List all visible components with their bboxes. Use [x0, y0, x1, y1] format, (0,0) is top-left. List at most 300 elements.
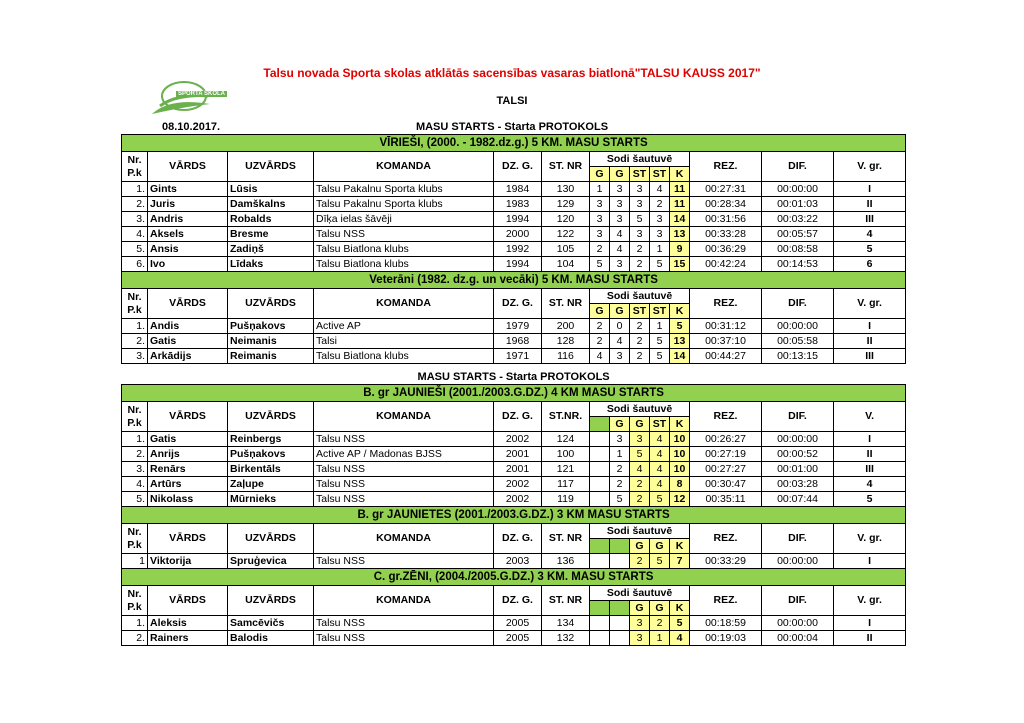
col-header-result: REZ. [690, 289, 762, 319]
penalty-value: 2 [630, 492, 650, 507]
penalty-value: 4 [650, 477, 670, 492]
col-header-penalties: Sodi šautuvē [590, 402, 690, 417]
difference-time: 00:03:28 [762, 477, 834, 492]
row-number: 4. [122, 477, 148, 492]
last-name: Neimanis [228, 334, 314, 349]
penalty-value: 3 [630, 631, 650, 646]
team-name: Active AP / Madonas BJSS [314, 447, 494, 462]
table-row [122, 432, 906, 447]
team-name: Talsu Biatlona klubs [314, 349, 494, 364]
penalty-value: 3 [610, 349, 630, 364]
penalty-value: 4 [610, 334, 630, 349]
first-name: Gatis [148, 334, 228, 349]
col-header-start-number: ST. NR [542, 586, 590, 616]
team-name: Talsu NSS [314, 616, 494, 631]
first-name: Ivo [148, 257, 228, 272]
difference-time: 00:03:22 [762, 212, 834, 227]
penalty-value: 5 [630, 447, 650, 462]
start-number: 121 [542, 462, 590, 477]
col-header-shot: G [630, 539, 650, 554]
penalty-value: 2 [650, 616, 670, 631]
col-header-difference: DIF. [762, 524, 834, 554]
place-value: 6 [834, 257, 906, 272]
col-header-shot: G [610, 167, 630, 182]
table-row [122, 334, 906, 349]
birth-year: 2003 [494, 554, 542, 569]
penalty-value: 1 [590, 182, 610, 197]
penalty-value: 3 [630, 616, 650, 631]
difference-time: 00:13:15 [762, 349, 834, 364]
protocol-heading: MASU STARTS - Starta PROTOKOLS [415, 121, 609, 133]
penalty-value: 2 [630, 242, 650, 257]
difference-time: 00:14:53 [762, 257, 834, 272]
place-value: III [834, 212, 906, 227]
col-header-birth-year: DZ. G. [494, 289, 542, 319]
penalty-value: 5 [610, 492, 630, 507]
penalty-value: 2 [630, 554, 650, 569]
table-header-row [122, 152, 906, 167]
row-number: 1. [122, 616, 148, 631]
difference-time: 00:07:44 [762, 492, 834, 507]
penalty-value: 4 [610, 242, 630, 257]
result-time: 00:31:56 [690, 212, 762, 227]
penalty-value: 4 [590, 349, 610, 364]
team-name: Talsu NSS [314, 492, 494, 507]
table-row [122, 182, 906, 197]
col-header-surname: UZVĀRDS [228, 524, 314, 554]
col-header-shot: G [630, 601, 650, 616]
col-header-shot [610, 539, 630, 554]
start-number: 124 [542, 432, 590, 447]
penalty-empty [590, 631, 610, 646]
difference-time: 00:00:00 [762, 319, 834, 334]
start-number: 119 [542, 492, 590, 507]
row-number: 1. [122, 182, 148, 197]
start-number: 132 [542, 631, 590, 646]
first-name: Aleksis [148, 616, 228, 631]
row-number: 3. [122, 462, 148, 477]
penalty-value: 2 [590, 334, 610, 349]
results-table-area [121, 134, 905, 646]
team-name: Talsu Biatlona klubs [314, 242, 494, 257]
row-number: 3. [122, 212, 148, 227]
section-title: C. gr.ZĒNI, (2004./2005.G.DZ.) 3 KM. MASU STARTS [122, 569, 906, 586]
table-row [122, 554, 906, 569]
penalty-total: 14 [670, 349, 690, 364]
penalty-value: 2 [630, 349, 650, 364]
start-number: 122 [542, 227, 590, 242]
col-header-birth-year: DZ. G. [494, 152, 542, 182]
penalty-value: 4 [650, 462, 670, 477]
last-name: Samcēvičs [228, 616, 314, 631]
first-name: Renārs [148, 462, 228, 477]
table-row [122, 242, 906, 257]
row-number: 2. [122, 334, 148, 349]
penalty-value: 2 [650, 197, 670, 212]
table-header-row [122, 289, 906, 304]
team-name: Dīķa ielas šāvēji [314, 212, 494, 227]
col-header-result: REZ. [690, 586, 762, 616]
last-name: Zadiņš [228, 242, 314, 257]
result-time: 00:33:28 [690, 227, 762, 242]
first-name: Viktorija [148, 554, 228, 569]
page-title: Talsu novada Sporta skolas atklātās sacensības vasaras biatlonā"TALSU KAUSS 2017" [263, 66, 761, 80]
table-row [122, 257, 906, 272]
col-header-penalties: Sodi šautuvē [590, 289, 690, 304]
first-name: Artūrs [148, 477, 228, 492]
team-name: Talsi [314, 334, 494, 349]
result-time: 00:35:11 [690, 492, 762, 507]
penalty-value: 3 [630, 182, 650, 197]
first-name: Anrijs [148, 447, 228, 462]
team-name: Talsu NSS [314, 432, 494, 447]
penalty-empty [610, 631, 630, 646]
col-header-team: KOMANDA [314, 586, 494, 616]
col-header-result: REZ. [690, 524, 762, 554]
col-header-name: VĀRDS [148, 524, 228, 554]
col-header-difference: DIF. [762, 402, 834, 432]
penalty-value: 3 [590, 212, 610, 227]
place-value: I [834, 182, 906, 197]
col-header-result: REZ. [690, 402, 762, 432]
place-value: I [834, 432, 906, 447]
penalty-total: 4 [670, 631, 690, 646]
col-header-birth-year: DZ. G. [494, 402, 542, 432]
penalty-value: 2 [590, 242, 610, 257]
col-header-shot: G [610, 304, 630, 319]
start-number: 117 [542, 477, 590, 492]
result-time: 00:44:27 [690, 349, 762, 364]
result-time: 00:28:34 [690, 197, 762, 212]
row-number: 6. [122, 257, 148, 272]
start-number: 130 [542, 182, 590, 197]
penalty-value: 4 [650, 432, 670, 447]
result-time: 00:27:19 [690, 447, 762, 462]
place-value: II [834, 447, 906, 462]
penalty-value: 1 [650, 242, 670, 257]
penalty-total: 13 [670, 334, 690, 349]
birth-year: 2000 [494, 227, 542, 242]
difference-time: 00:05:58 [762, 334, 834, 349]
team-name: Talsu NSS [314, 227, 494, 242]
birth-year: 2002 [494, 492, 542, 507]
section-title-row [122, 135, 906, 152]
col-header-place: V. gr. [834, 289, 906, 319]
table-row [122, 197, 906, 212]
col-header-surname: UZVĀRDS [228, 402, 314, 432]
table-row [122, 212, 906, 227]
table-row [122, 349, 906, 364]
last-name: Reinbergs [228, 432, 314, 447]
difference-time: 00:08:58 [762, 242, 834, 257]
last-name: Pušņakovs [228, 447, 314, 462]
difference-time: 00:00:00 [762, 554, 834, 569]
section-title-row [122, 507, 906, 524]
penalty-total: 12 [670, 492, 690, 507]
section-title: B. gr JAUNIETES (2001./2003.G.DZ.) 3 KM MASU STARTS [122, 507, 906, 524]
birth-year: 2001 [494, 447, 542, 462]
penalty-value: 5 [650, 334, 670, 349]
col-header-place: V. gr. [834, 524, 906, 554]
col-header-birth-year: DZ. G. [494, 524, 542, 554]
col-header-shot: K [670, 601, 690, 616]
penalty-value: 4 [650, 447, 670, 462]
penalty-value: 3 [610, 212, 630, 227]
penalty-value: 2 [630, 319, 650, 334]
row-number: 3. [122, 349, 148, 364]
col-header-surname: UZVĀRDS [228, 586, 314, 616]
col-header-name: VĀRDS [148, 152, 228, 182]
start-number: 104 [542, 257, 590, 272]
first-name: Rainers [148, 631, 228, 646]
penalty-value: 1 [610, 447, 630, 462]
table-row [122, 227, 906, 242]
table-header-row [122, 524, 906, 539]
birth-year: 1984 [494, 182, 542, 197]
table-row [122, 447, 906, 462]
col-header-start-number: ST.NR. [542, 402, 590, 432]
difference-time: 00:00:00 [762, 182, 834, 197]
col-header-team: KOMANDA [314, 289, 494, 319]
col-header-shot: K [670, 539, 690, 554]
penalty-empty [590, 492, 610, 507]
team-name: Talsu NSS [314, 462, 494, 477]
row-number: 5. [122, 492, 148, 507]
place-value: II [834, 197, 906, 212]
birth-year: 1994 [494, 257, 542, 272]
col-header-shot [590, 417, 610, 432]
col-header-nr: Nr. P.k [122, 524, 148, 554]
penalty-value: 5 [650, 349, 670, 364]
team-name: Talsu NSS [314, 477, 494, 492]
penalty-total: 15 [670, 257, 690, 272]
row-number: 1. [122, 432, 148, 447]
result-time: 00:36:29 [690, 242, 762, 257]
penalty-value: 3 [630, 432, 650, 447]
difference-time: 00:01:00 [762, 462, 834, 477]
penalty-total: 10 [670, 447, 690, 462]
birth-year: 1983 [494, 197, 542, 212]
section-title-row [122, 272, 906, 289]
birth-year: 1968 [494, 334, 542, 349]
place-value: III [834, 349, 906, 364]
col-header-difference: DIF. [762, 289, 834, 319]
birth-year: 1979 [494, 319, 542, 334]
results-table [121, 134, 906, 646]
start-number: 120 [542, 212, 590, 227]
col-header-nr: Nr. P.k [122, 586, 148, 616]
table-row [122, 319, 906, 334]
col-header-place: V. gr. [834, 586, 906, 616]
birth-year: 1971 [494, 349, 542, 364]
penalty-value: 5 [590, 257, 610, 272]
last-name: Reimanis [228, 349, 314, 364]
result-time: 00:42:24 [690, 257, 762, 272]
birth-year: 1992 [494, 242, 542, 257]
team-name: Talsu Pakalnu Sporta klubs [314, 182, 494, 197]
penalty-value: 0 [610, 319, 630, 334]
col-header-shot: ST [630, 167, 650, 182]
difference-time: 00:01:03 [762, 197, 834, 212]
first-name: Aksels [148, 227, 228, 242]
penalty-value: 2 [630, 334, 650, 349]
penalty-value: 3 [650, 212, 670, 227]
birth-year: 2002 [494, 432, 542, 447]
col-header-surname: UZVĀRDS [228, 289, 314, 319]
penalty-value: 3 [630, 227, 650, 242]
col-header-shot: G [630, 417, 650, 432]
team-name: Talsu NSS [314, 554, 494, 569]
col-header-start-number: ST. NR [542, 524, 590, 554]
col-header-team: KOMANDA [314, 402, 494, 432]
col-header-difference: DIF. [762, 152, 834, 182]
penalty-value: 3 [590, 197, 610, 212]
result-time: 00:26:27 [690, 432, 762, 447]
row-number: 1. [122, 319, 148, 334]
penalty-total: 5 [670, 319, 690, 334]
last-name: Mūrnieks [228, 492, 314, 507]
first-name: Gatis [148, 432, 228, 447]
row-number: 2. [122, 447, 148, 462]
col-header-shot: G [650, 601, 670, 616]
birth-year: 2005 [494, 631, 542, 646]
col-header-name: VĀRDS [148, 402, 228, 432]
penalty-value: 3 [630, 197, 650, 212]
team-name: Talsu NSS [314, 631, 494, 646]
event-date: 08.10.2017. [162, 121, 221, 133]
penalty-total: 14 [670, 212, 690, 227]
col-header-penalties: Sodi šautuvē [590, 152, 690, 167]
team-name: Talsu Biatlona klubs [314, 257, 494, 272]
difference-time: 00:00:04 [762, 631, 834, 646]
section-title-row [122, 569, 906, 586]
first-name: Nikolass [148, 492, 228, 507]
col-header-shot: ST [630, 304, 650, 319]
col-header-shot: G [590, 304, 610, 319]
result-time: 00:27:31 [690, 182, 762, 197]
table-row [122, 616, 906, 631]
first-name: Juris [148, 197, 228, 212]
first-name: Andris [148, 212, 228, 227]
penalty-total: 10 [670, 432, 690, 447]
col-header-difference: DIF. [762, 586, 834, 616]
start-number: 136 [542, 554, 590, 569]
place-value: 4 [834, 477, 906, 492]
result-time: 00:30:47 [690, 477, 762, 492]
penalty-value: 3 [650, 227, 670, 242]
last-name: Zaļupe [228, 477, 314, 492]
birth-year: 2002 [494, 477, 542, 492]
first-name: Ansis [148, 242, 228, 257]
birth-year: 2005 [494, 616, 542, 631]
result-time: 00:37:10 [690, 334, 762, 349]
section-title: Veterāni (1982. dz.g. un vecāki) 5 KM. MASU STARTS [122, 272, 906, 289]
col-header-shot: K [670, 304, 690, 319]
difference-time: 00:05:57 [762, 227, 834, 242]
row-number: 2. [122, 197, 148, 212]
last-name: Bresme [228, 227, 314, 242]
result-time: 00:19:03 [690, 631, 762, 646]
last-name: Damškalns [228, 197, 314, 212]
col-header-shot: K [670, 167, 690, 182]
penalty-empty [610, 616, 630, 631]
penalty-value: 2 [610, 477, 630, 492]
penalty-value: 5 [650, 257, 670, 272]
first-name: Andis [148, 319, 228, 334]
penalty-total: 8 [670, 477, 690, 492]
penalty-value: 5 [650, 492, 670, 507]
col-header-shot: ST [650, 304, 670, 319]
col-header-shot [590, 539, 610, 554]
place-value: 5 [834, 242, 906, 257]
penalty-value: 2 [630, 477, 650, 492]
last-name: Lūsis [228, 182, 314, 197]
table-row [122, 477, 906, 492]
place-value: II [834, 631, 906, 646]
penalty-total: 13 [670, 227, 690, 242]
penalty-value: 3 [610, 432, 630, 447]
penalty-value: 2 [590, 319, 610, 334]
col-header-shot: G [610, 417, 630, 432]
birth-year: 1994 [494, 212, 542, 227]
col-header-nr: Nr. P.k [122, 289, 148, 319]
place-value: 5 [834, 492, 906, 507]
start-number: 134 [542, 616, 590, 631]
start-number: 200 [542, 319, 590, 334]
difference-time: 00:00:00 [762, 616, 834, 631]
penalty-total: 11 [670, 182, 690, 197]
penalty-total: 10 [670, 462, 690, 477]
penalty-empty [590, 616, 610, 631]
birth-year: 2001 [494, 462, 542, 477]
result-time: 00:27:27 [690, 462, 762, 477]
place-value: 4 [834, 227, 906, 242]
col-header-place: V. gr. [834, 152, 906, 182]
penalty-value: 1 [650, 319, 670, 334]
penalty-value: 3 [610, 257, 630, 272]
first-name: Gints [148, 182, 228, 197]
table-row [122, 462, 906, 477]
col-header-shot [590, 601, 610, 616]
col-header-surname: UZVĀRDS [228, 152, 314, 182]
penalty-value: 4 [650, 182, 670, 197]
col-header-name: VĀRDS [148, 586, 228, 616]
result-time: 00:33:29 [690, 554, 762, 569]
penalty-total: 11 [670, 197, 690, 212]
penalty-empty [590, 432, 610, 447]
last-name: Robalds [228, 212, 314, 227]
row-number: 5. [122, 242, 148, 257]
penalty-value: 3 [610, 197, 630, 212]
penalty-empty [610, 554, 630, 569]
penalty-value: 3 [610, 182, 630, 197]
col-header-team: KOMANDA [314, 152, 494, 182]
penalty-empty [590, 554, 610, 569]
result-time: 00:18:59 [690, 616, 762, 631]
start-number: 105 [542, 242, 590, 257]
row-number: 1 [122, 554, 148, 569]
protocol-row [122, 370, 906, 385]
last-name: Pušņakovs [228, 319, 314, 334]
col-header-place: V. [834, 402, 906, 432]
table-header-row [122, 402, 906, 417]
col-header-shot: G [590, 167, 610, 182]
col-header-nr: Nr. P.k [122, 152, 148, 182]
col-header-penalties: Sodi šautuvē [590, 524, 690, 539]
penalty-value: 4 [630, 462, 650, 477]
col-header-shot: K [670, 417, 690, 432]
penalty-value: 2 [630, 257, 650, 272]
